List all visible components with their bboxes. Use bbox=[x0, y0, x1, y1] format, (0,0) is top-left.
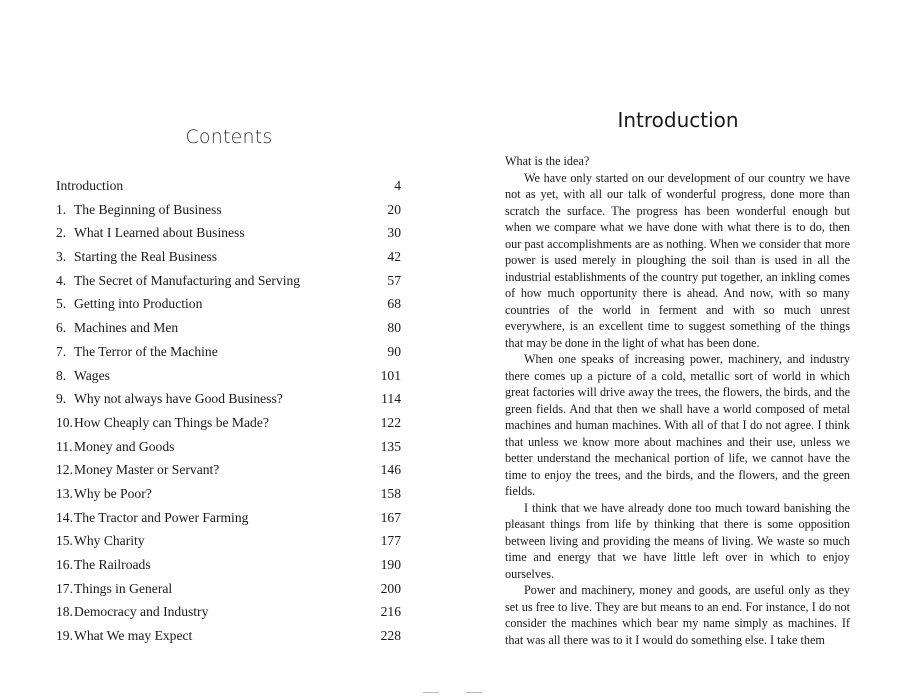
introduction-body bbox=[505, 153, 850, 648]
toc-entry-page: 68 bbox=[387, 296, 401, 312]
toc-entry-title bbox=[56, 292, 202, 316]
toc-entry[interactable] bbox=[56, 624, 401, 648]
toc-entry[interactable] bbox=[56, 411, 401, 435]
toc-entry-label: How Cheaply can Things be Made? bbox=[74, 414, 269, 430]
toc-entry-page: 90 bbox=[387, 343, 401, 359]
toc-entry[interactable] bbox=[56, 458, 401, 482]
toc-entry-title bbox=[56, 198, 222, 222]
toc-entry[interactable] bbox=[56, 316, 401, 340]
toc-entry-label: Starting the Real Business bbox=[74, 249, 218, 265]
toc-entry-page: 167 bbox=[380, 509, 401, 525]
toc-entry[interactable] bbox=[56, 387, 401, 411]
toc-entry-number: 8. bbox=[56, 367, 67, 383]
toc-entry-page: 158 bbox=[380, 485, 401, 501]
toc-entry-label: The Beginning of Business bbox=[74, 201, 222, 217]
toc-entry-number: 18. bbox=[56, 604, 73, 620]
toc-entry-page: 30 bbox=[387, 225, 401, 241]
toc-entry-page: 20 bbox=[387, 201, 401, 217]
toc-entry-label: Money and Goods bbox=[74, 438, 175, 454]
toc-entry-page: 177 bbox=[380, 533, 401, 549]
toc-entry-title bbox=[56, 269, 300, 293]
toc-entry-label: The Tractor and Power Farming bbox=[74, 509, 249, 525]
toc-entry-title bbox=[56, 600, 208, 624]
toc-entry[interactable] bbox=[56, 529, 401, 553]
toc-entry-label: Machines and Men bbox=[74, 320, 179, 336]
introduction-title: Introduction bbox=[617, 108, 739, 132]
introduction-paragraph: We have only started on our development of our country we have not as yet, with all our talk of wonderful progress, done more than scratch the surface. The progress has been wonderful enough but when we compare what we have done with what there is to do, then our past accomplishments are as nothing. When we consider that more power is used merely in ploughing the soil than is used in all the industrial establishments of the country put together, an inkling comes of how much opportunity there is ahead. And now, with so many countries of the world in ferment and with so much unrest everywhere, is an excellent time to suggest something of the things that may be done in the light of what has been done. bbox=[505, 170, 850, 350]
toc-entry[interactable] bbox=[56, 577, 401, 601]
toc-entry-title bbox=[56, 174, 123, 198]
toc-entry-page: 114 bbox=[381, 391, 401, 407]
page-divider-mark bbox=[423, 692, 439, 693]
toc-entry-label: Introduction bbox=[56, 178, 124, 193]
toc-entry-title bbox=[56, 624, 192, 648]
toc-entry-number: 14. bbox=[56, 509, 73, 525]
toc-entry[interactable] bbox=[56, 198, 401, 222]
toc-entry-number: 4. bbox=[56, 272, 67, 288]
toc-entry-title bbox=[56, 553, 151, 577]
toc-entry-title bbox=[56, 340, 218, 364]
contents-title: Contents bbox=[185, 126, 273, 148]
toc-entry-number: 6. bbox=[56, 320, 67, 336]
toc-entry-number: 15. bbox=[56, 533, 73, 549]
contents-page bbox=[0, 0, 458, 700]
toc-entry[interactable] bbox=[56, 245, 401, 269]
toc-entry[interactable] bbox=[56, 292, 401, 316]
toc-entry-number: 3. bbox=[56, 249, 67, 265]
toc-entry-page: 42 bbox=[387, 249, 401, 265]
toc-entry-label: Why be Poor? bbox=[74, 485, 152, 501]
toc-entry-label: The Secret of Manufacturing and Serving bbox=[74, 272, 301, 288]
introduction-paragraph: Power and machinery, money and goods, are useful only as they set us free to live. They are but means to an end. For instance, I do not consider the machines which bear my name simply as machines. If that was all there was to it I would do something else. I take them bbox=[505, 583, 850, 647]
toc-entry-label: The Terror of the Machine bbox=[74, 343, 218, 359]
toc-entry-label: Money Master or Servant? bbox=[74, 462, 220, 478]
toc-entry-title bbox=[56, 387, 283, 411]
toc-entry-title bbox=[56, 316, 178, 340]
toc-entry-number: 2. bbox=[56, 225, 67, 241]
toc-entry[interactable] bbox=[56, 600, 401, 624]
toc-entry-title bbox=[56, 411, 269, 435]
toc-entry[interactable] bbox=[56, 174, 401, 198]
toc-entry-label: Things in General bbox=[74, 580, 173, 596]
toc-entry-number: 5. bbox=[56, 296, 67, 312]
toc-entry[interactable] bbox=[56, 506, 401, 530]
toc-entry-title bbox=[56, 245, 217, 269]
toc-entry-title bbox=[56, 577, 172, 601]
toc-entry-page: 135 bbox=[380, 438, 401, 454]
toc-entry-page: 80 bbox=[387, 320, 401, 336]
toc-entry-label: What I Learned about Business bbox=[74, 225, 245, 241]
toc-entry-number: 9. bbox=[56, 391, 67, 407]
toc-entry[interactable] bbox=[56, 482, 401, 506]
toc-entry-label: Democracy and Industry bbox=[74, 604, 209, 620]
introduction-paragraph: I think that we have already done too much toward banishing the pleasant things from life by thinking that there is some opposition between living and providing the means of living. We waste so much time and energy that we have little left over in which to enjoy ourselves. bbox=[505, 500, 850, 581]
toc-entry-page: 122 bbox=[380, 414, 401, 430]
toc-entry-label: Getting into Production bbox=[74, 296, 203, 312]
introduction-paragraph: What is the idea? bbox=[505, 154, 590, 168]
toc-entry-page: 101 bbox=[380, 367, 401, 383]
introduction-paragraph: When one speaks of increasing power, machinery, and industry there comes up a picture of a cold, metallic sort of world in which great factories will drive away the trees, the flowers, the birds, and the green fields. And that then we shall have a world composed of metal machines and human machines. With all of that I do not agree. I think that unless we know more about machines and their use, unless we better understand the mechanical portion of life, we cannot have the time to enjoy the trees, and the birds, and the flowers, and the green fields. bbox=[505, 352, 850, 498]
toc-entry-page: 4 bbox=[394, 178, 401, 193]
toc-entry-label: The Railroads bbox=[74, 557, 151, 572]
toc-list bbox=[56, 174, 401, 648]
page-divider-mark bbox=[466, 692, 482, 693]
toc-entry-number: 17. bbox=[56, 580, 73, 596]
toc-entry-title bbox=[56, 364, 110, 388]
toc-entry-title bbox=[56, 435, 174, 459]
toc-entry[interactable] bbox=[56, 340, 401, 364]
toc-entry[interactable] bbox=[56, 221, 401, 245]
toc-entry[interactable] bbox=[56, 364, 401, 388]
toc-entry-number: 16. bbox=[56, 557, 73, 572]
toc-entry-number: 12. bbox=[56, 462, 73, 478]
toc-entry-page: 57 bbox=[387, 272, 401, 288]
toc-entry-title bbox=[56, 482, 152, 506]
toc-entry-number: 13. bbox=[56, 485, 73, 501]
toc-entry-number: 7. bbox=[56, 343, 67, 359]
toc-entry-page: 200 bbox=[380, 580, 401, 596]
toc-entry-label: Wages bbox=[74, 367, 110, 383]
toc-entry-number: 10. bbox=[56, 414, 73, 430]
toc-entry-number: 19. bbox=[56, 628, 73, 644]
toc-entry-title bbox=[56, 221, 245, 245]
introduction-page bbox=[458, 0, 917, 700]
toc-entry[interactable] bbox=[56, 553, 401, 577]
toc-entry[interactable] bbox=[56, 435, 401, 459]
toc-entry[interactable] bbox=[56, 269, 401, 293]
toc-entry-label: Why not always have Good Business? bbox=[74, 391, 283, 407]
toc-entry-page: 146 bbox=[380, 462, 401, 478]
toc-entry-page: 190 bbox=[380, 557, 401, 572]
toc-entry-page: 216 bbox=[380, 604, 401, 620]
toc-entry-number: 1. bbox=[56, 201, 67, 217]
toc-entry-number: 11. bbox=[56, 438, 73, 454]
toc-entry-title bbox=[56, 458, 219, 482]
toc-entry-label: What We may Expect bbox=[74, 628, 193, 644]
toc-entry-title bbox=[56, 506, 248, 530]
toc-entry-title bbox=[56, 529, 145, 553]
toc-entry-label: Why Charity bbox=[74, 533, 145, 549]
toc-entry-page: 228 bbox=[380, 628, 401, 644]
